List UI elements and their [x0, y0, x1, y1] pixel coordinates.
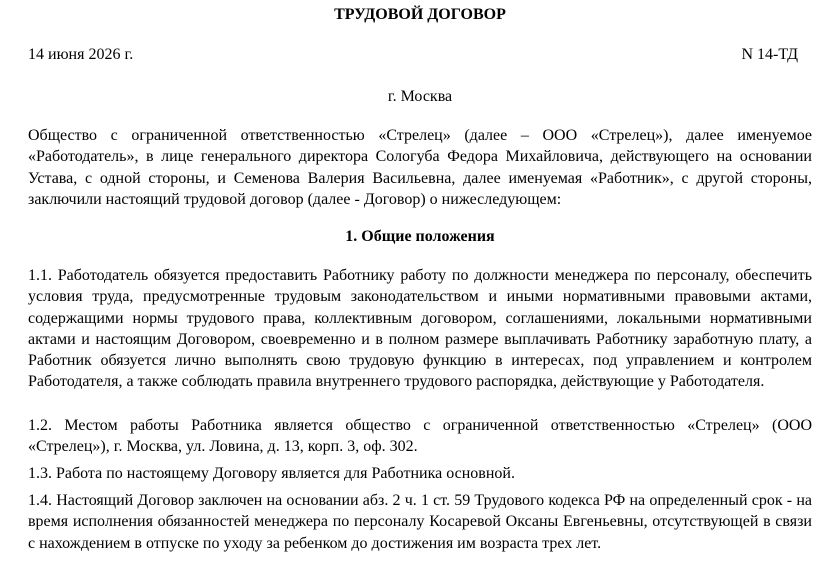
clause-1-3: 1.3. Работа по настоящему Договору является для Работника основной.	[28, 465, 515, 482]
section-heading-general: 1. Общие положения	[345, 228, 495, 245]
clause-1-2: 1.2. Местом работы Работника является общество с ограниченной ответственностью «Стрелец» (ООО «Стрелец»), г. Москва, ул. Ловина, д. 13, корп. 3, оф. 302.	[28, 417, 812, 456]
preamble-paragraph: Общество с ограниченной ответственностью «Стрелец» (далее – ООО «Стрелец»), далее именуемое «Работодатель», в лице генерального директора Сологуба Федора Михайловича, действующего на основании Устава, с одной стороны, и Семенова Валерия Васильевна, далее именуемая «Работник», с другой стороны, заключили настоящий трудовой договор (далее - Договор) о нижеследующем:	[28, 127, 812, 208]
contract-date: 14 июня 2026 г.	[28, 46, 134, 63]
contract-city: г. Москва	[387, 88, 453, 105]
clause-1-4: 1.4. Настоящий Договор заключен на основании абз. 2 ч. 1 ст. 59 Трудового кодекса РФ на определенный срок - на время исполнения обязанностей менеджера по персоналу Косаревой Оксаны Евгеньевны, отсутствующей в связи с нахождением в отпуске по уходу за ребенком до достижения им возраста трех лет.	[28, 492, 812, 552]
clause-1-1: 1.1. Работодатель обязуется предоставить Работнику работу по должности менеджера по персоналу, обеспечить условия труда, предусмотренные трудовым законодательством и иными нормативными правовыми актами, содержащими нормы трудового права, коллективным договором, соглашениями, локальными нормативными актами и настоящим Договором, своевременно и в полном размере выплачивать Работнику заработную плату, а Работник обязуется лично выполнять свою трудовую функцию в интересах, под управлением и контролем Работодателя, а также соблюдать правила внутреннего трудового распорядка, действующие у Работодателя.	[28, 267, 812, 391]
contract-number: N 14-ТД	[741, 46, 798, 63]
document-title: ТРУДОВОЙ ДОГОВОР	[334, 6, 506, 23]
document-meta-row	[28, 45, 812, 65]
document-page	[28, 0, 812, 579]
